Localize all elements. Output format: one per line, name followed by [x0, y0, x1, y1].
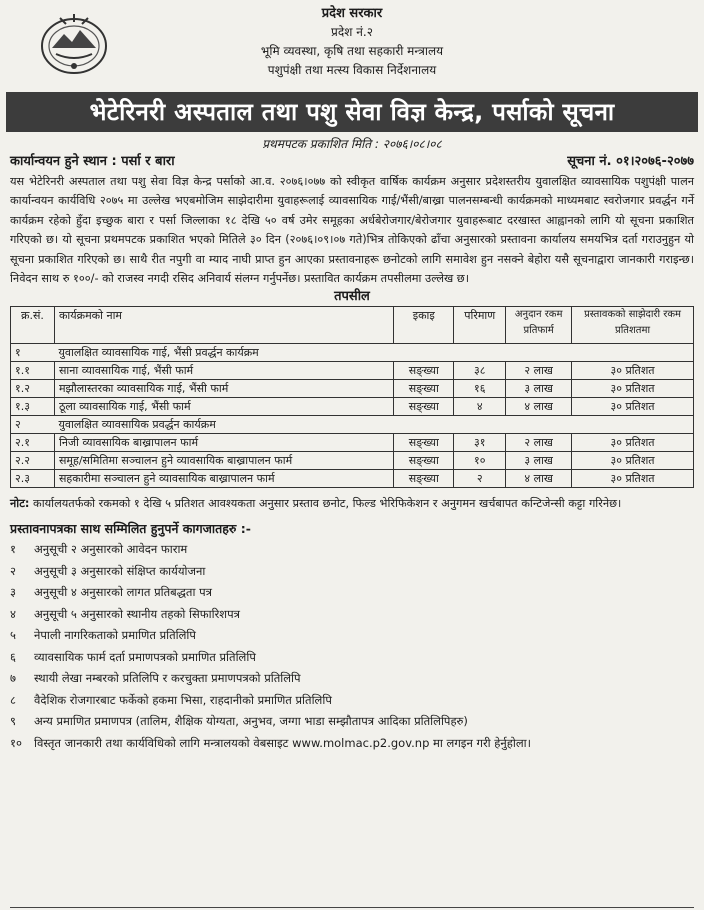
row-sn: १.२ [11, 380, 55, 398]
group-sn: २ [11, 416, 55, 434]
list-item-number: २ [10, 563, 16, 578]
table-row [11, 470, 694, 488]
header-unit: इकाइ [394, 307, 454, 344]
row-grant: ३ लाख [506, 380, 572, 398]
row-qty: ४ [454, 398, 506, 416]
list-item-text: व्यावसायिक फार्म दर्ता प्रमाणपत्रको प्रमाणित प्रतिलिपि [34, 649, 256, 664]
list-item [10, 733, 694, 755]
list-item-number: ३ [10, 585, 16, 600]
list-item [10, 561, 694, 583]
list-item-number: ५ [10, 628, 16, 643]
list-item-text: नेपाली नागरिकताको प्रमाणित प्रतिलिपि [34, 628, 196, 643]
list-item-text: अनुसूची ३ अनुसारको संक्षिप्त कार्ययोजना [34, 563, 206, 578]
table-title: तपसील [334, 289, 370, 305]
row-share: ३० प्रतिशत [572, 470, 694, 488]
list-item-number: ७ [10, 671, 16, 686]
list-item [10, 539, 694, 561]
row-sn: १.१ [11, 362, 55, 380]
list-item [10, 582, 694, 604]
row-unit: सङ्ख्या [394, 434, 454, 452]
government-emblem-icon [38, 10, 110, 76]
list-item [10, 668, 694, 690]
list-item-number: ८ [10, 692, 16, 707]
location-row [10, 152, 694, 172]
row-share: ३० प्रतिशत [572, 362, 694, 380]
publication-date: प्रथमपटक प्रकाशित मिति : २०७६।०८।०८ [262, 137, 442, 151]
row-qty: १६ [454, 380, 506, 398]
row-sn: २.३ [11, 470, 55, 488]
list-item-number: ९ [10, 714, 16, 729]
list-item [10, 647, 694, 669]
notice-number: सूचना नं. ०१।२०७६-२०७७ [567, 154, 694, 169]
table-row [11, 380, 694, 398]
row-unit: सङ्ख्या [394, 398, 454, 416]
row-qty: ३८ [454, 362, 506, 380]
row-unit: सङ्ख्या [394, 470, 454, 488]
note-label: नोट: [10, 497, 30, 511]
table-group-row [11, 344, 694, 362]
group-name: युवालक्षित व्यावसायिक गाई, भैंसी प्रवर्द्धन कार्यक्रम [54, 344, 693, 362]
intro-paragraph: यस भेटेरिनरी अस्पताल तथा पशु सेवा विज्ञ केन्द्र पर्साको आ.व. २०७६।०७७ को स्वीकृत वार्षिक कार्यक्रम अनुसार प्रदेशस्तरीय युवालक्षित व्यावसायिक पशुपंक्षी पालन कार्यान्वयन कार्यविधि २०७५ मा उल्लेख भएबमोजिम साझेदारीमा युवाहरूलाई व्यावसायिक गाई/भैंसी/बाख्रा पालनसम्बन्धी कार्यक्रमको माध्यमबाट स्वरोजगार प्रवर्द्धन गर्ने कार्यक्रम रहेको हुँदा इच्छुक बारा र पर्सा जिल्लाका १८ देखि ५० वर्ष उमेर समूहका अर्धबेरोजगार/बेरोजगार युवाहरूबाट दरखास्त आह्वानको लागि यो सूचना प्रकाशित गरिएको छ। यो सूचना प्रथमपटक प्रकाशित भएको मितिले ३० दिन (२०७६।०९।०७ गते)भित्र तोकिएको ढाँचा अनुसारको प्रस्तावना कार्यालय समयभित्र दर्ता गराउनुहुन यो सूचना प्रकाशित गरिएको छ। साथै रीत नपुगी वा म्याद नाघी प्राप्त हुन आएका प्रस्तावनाहरू छनोटको लागि समावेश हुन नसक्ने बेहोरा यसै सूचनाद्वारा जानकारी गराइन्छ। निवेदन साथ रु १००/- को राजस्व नगदी रसिद अनिवार्य संलग्न गर्नुपर्नेछ। प्रस्तावित कार्यक्रम तपसीलमा उल्लेख छ। [10, 175, 694, 286]
row-qty: १० [454, 452, 506, 470]
list-item-text: अनुसूची ४ अनुसारको लागत प्रतिबद्धता पत्र [34, 585, 212, 600]
province-number: प्रदेश नं.२ [331, 25, 373, 39]
notice-banner: भेटेरिनरी अस्पताल तथा पशु सेवा विज्ञ केन्द्र, पर्साको सूचना [6, 92, 698, 132]
row-share: ३० प्रतिशत [572, 434, 694, 452]
header-quantity: परिमाण [454, 307, 506, 344]
province-government-title: प्रदेश सरकार [321, 6, 383, 21]
directorate-name: पशुपंक्षी तथा मत्स्य विकास निर्देशनालय [267, 63, 437, 77]
list-item [10, 711, 694, 733]
group-name: युवालक्षित व्यावसायिक प्रवर्द्धन कार्यक्रम [54, 416, 693, 434]
list-item [10, 690, 694, 712]
documents-list [10, 539, 694, 754]
header-sn: क्र.सं. [11, 307, 55, 344]
row-grant: ४ लाख [506, 470, 572, 488]
table-row [11, 434, 694, 452]
documents-title: प्रस्तावनापत्रका साथ सम्मिलित हुनुपर्ने कागजातहरु :- [10, 521, 251, 537]
row-qty: २ [454, 470, 506, 488]
list-item-number: ४ [10, 606, 16, 621]
row-share: ३० प्रतिशत [572, 398, 694, 416]
row-sn: २.२ [11, 452, 55, 470]
header-grant: अनुदान रकम प्रतिफार्म [506, 307, 572, 344]
list-item-text: वैदेशिक रोजगारबाट फर्केको हकमा भिसा, राहदानीको प्रमाणित प्रतिलिपि [34, 692, 332, 707]
table-header-row [11, 307, 694, 344]
list-item-number: १० [10, 735, 22, 750]
header-program-name: कार्यक्रमको नाम [54, 307, 393, 344]
row-grant: ४ लाख [506, 398, 572, 416]
row-name: साना व्यावसायिक गाई, भैंसी फार्म [54, 362, 393, 380]
bottom-divider [10, 907, 694, 908]
program-table [10, 306, 694, 488]
row-name: निजी व्यावसायिक बाख्रापालन फार्म [54, 434, 393, 452]
row-name: समूह/समितिमा सञ्चालन हुने व्यावसायिक बाख्रापालन फार्म [54, 452, 393, 470]
group-sn: १ [11, 344, 55, 362]
header-share: प्रस्तावकको साझेदारी रकम प्रतिशतमा [572, 307, 694, 344]
row-grant: ३ लाख [506, 452, 572, 470]
letterhead [10, 4, 694, 90]
row-grant: २ लाख [506, 362, 572, 380]
list-item [10, 604, 694, 626]
note-text: कार्यालयतर्फको रकमको १ देखि ५ प्रतिशत आवश्यकता अनुसार प्रस्ताव छनोट, फिल्ड भेरिफिकेशन र अनुगमन खर्चबापत कन्टिजेन्सी कट्टा गरिनेछ। [33, 497, 622, 511]
ministry-name: भूमि व्यवस्था, कृषि तथा सहकारी मन्त्रालय [260, 44, 444, 58]
table-row [11, 398, 694, 416]
list-item-text: अन्य प्रमाणित प्रमाणपत्र (तालिम, शैक्षिक योग्यता, अनुभव, जग्गा भाडा सम्झौतापत्र आदिका प्रतिलिपिहरु) [34, 714, 468, 729]
list-item [10, 625, 694, 647]
table-row [11, 362, 694, 380]
list-item-text: विस्तृत जानकारी तथा कार्यविधिको लागि मन्त्रालयको वेबसाइट www.molmac.p2.gov.np मा लगइन गरी हेर्नुहोला। [34, 735, 532, 750]
row-name: सहकारीमा सञ्चालन हुने व्यावसायिक बाख्रापालन फार्म [54, 470, 393, 488]
list-item-text: स्थायी लेखा नम्बरको प्रतिलिपि र करचुक्ता प्रमाणपत्रको प्रतिलिपि [34, 671, 301, 686]
row-sn: १.३ [11, 398, 55, 416]
row-qty: ३१ [454, 434, 506, 452]
row-unit: सङ्ख्या [394, 362, 454, 380]
table-group-row [11, 416, 694, 434]
list-item-number: १ [10, 542, 16, 557]
row-unit: सङ्ख्या [394, 452, 454, 470]
list-item-text: अनुसूची ५ अनुसारको स्थानीय तहको सिफारिशपत्र [34, 606, 240, 621]
note-paragraph [10, 494, 694, 513]
row-unit: सङ्ख्या [394, 380, 454, 398]
list-item-number: ६ [10, 649, 16, 664]
row-sn: २.१ [11, 434, 55, 452]
row-grant: २ लाख [506, 434, 572, 452]
implementation-location: कार्यान्वयन हुने स्थान : पर्सा र बारा [10, 154, 175, 169]
table-row [11, 452, 694, 470]
row-name: मझौलास्तरका व्यावसायिक गाई, भैंसी फार्म [54, 380, 393, 398]
row-share: ३० प्रतिशत [572, 380, 694, 398]
list-item-text: अनुसूची २ अनुसारको आवेदन फाराम [34, 542, 188, 557]
row-name: ठूला व्यावसायिक गाई, भैंसी फार्म [54, 398, 393, 416]
row-share: ३० प्रतिशत [572, 452, 694, 470]
